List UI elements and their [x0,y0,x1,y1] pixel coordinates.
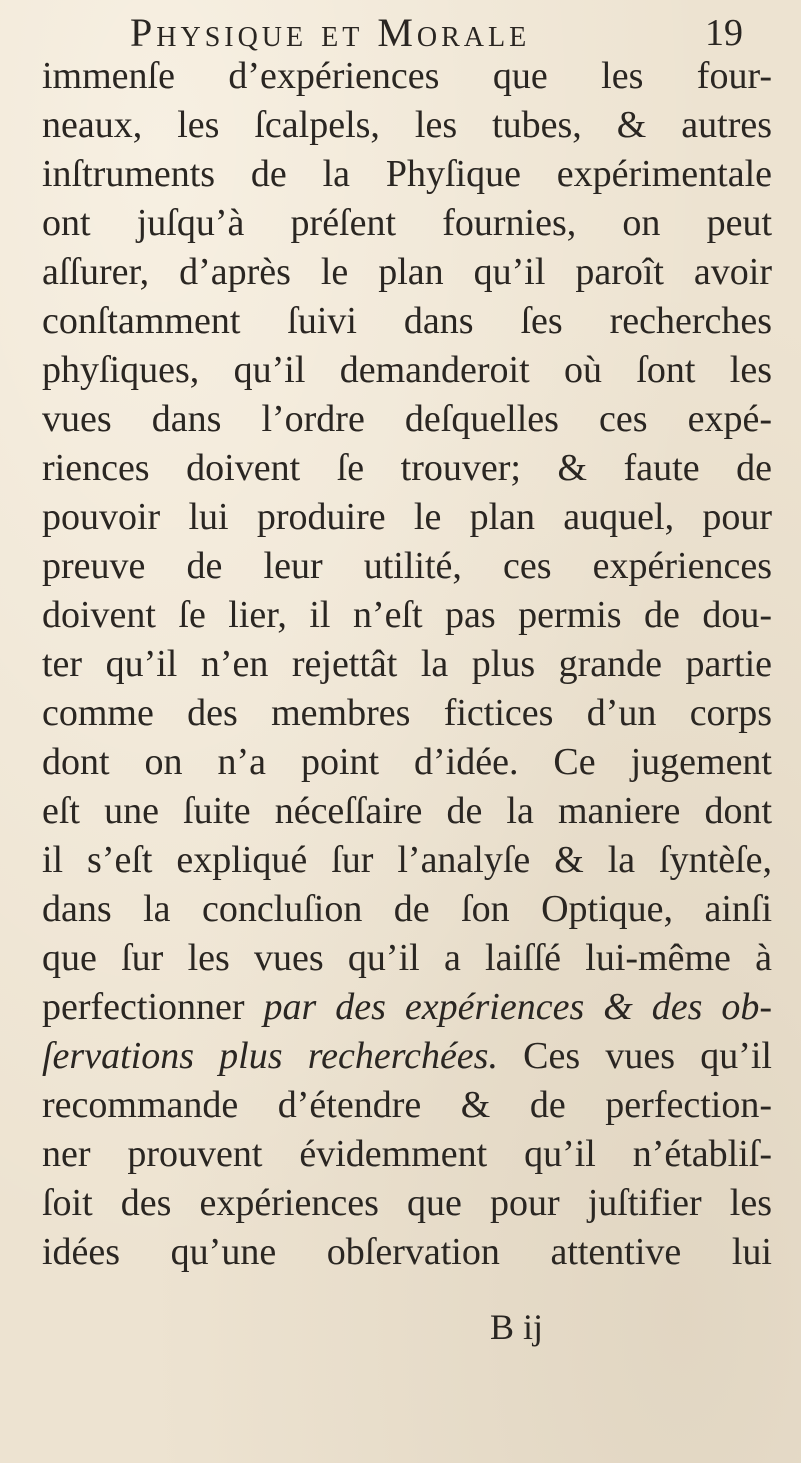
italic-segment: par des expériences & des ob- [263,986,772,1028]
text-line: preuve de leur utilité, ces expériences [42,545,772,587]
text-line: comme des membres fictices d’un corps [42,692,772,734]
text-line: il s’eſt expliqué ſur l’analyſe & la ſyntèſe, [42,839,772,881]
text-line: eſt une ſuite néceſſaire de la maniere dont [42,790,772,832]
text-line: que ſur les vues qu’il a laiſſé lui-même à [42,937,772,979]
text-line: recommande d’étendre & de perfection- [42,1084,772,1126]
body-text [42,52,772,1277]
text-line: phyſiques, qu’il demanderoit où ſont les [42,349,772,391]
roman-segment: perfectionner [42,986,264,1028]
page-number: 19 [705,12,743,54]
text-line: dans la concluſion de ſon Optique, ainſi [42,888,772,930]
text-line: pouvoir lui produire le plan auquel, pour [42,496,772,538]
text-line: vues dans l’ordre deſquelles ces expé- [42,398,772,440]
text-line: idées qu’une obſervation attentive lui [42,1231,772,1273]
text-line-mixed [42,1032,772,1081]
text-line: ſoit des expériences que pour juſtifier les [42,1182,772,1224]
text-line: ter qu’il n’en rejettât la plus grande partie [42,643,772,685]
text-line: doivent ſe lier, il n’eſt pas permis de dou- [42,594,772,636]
text-line: aſſurer, d’après le plan qu’il paroît avoir [42,251,772,293]
italic-segment: ſervations plus recherchées. [42,1035,498,1077]
roman-segment: Ces vues qu’il [497,1035,772,1077]
text-line: ont juſqu’à préſent fournies, on peut [42,202,772,244]
text-line: riences doivent ſe trouver; & faute de [42,447,772,489]
text-line: dont on n’a point d’idée. Ce jugement [42,741,772,783]
text-line-mixed [42,983,772,1032]
text-line: ner prouvent évidemment qu’il n’établiſ- [42,1133,772,1175]
text-line: immenſe d’expériences que les four- [42,55,772,97]
running-title: Physique et Morale [130,10,531,55]
text-line: conſtamment ſuivi dans ſes recherches [42,300,772,342]
signature-mark: B ij [490,1307,544,1347]
text-line: neaux, les ſcalpels, les tubes, & autres [42,104,772,146]
text-line: inſtruments de la Phyſique expérimentale [42,153,772,195]
